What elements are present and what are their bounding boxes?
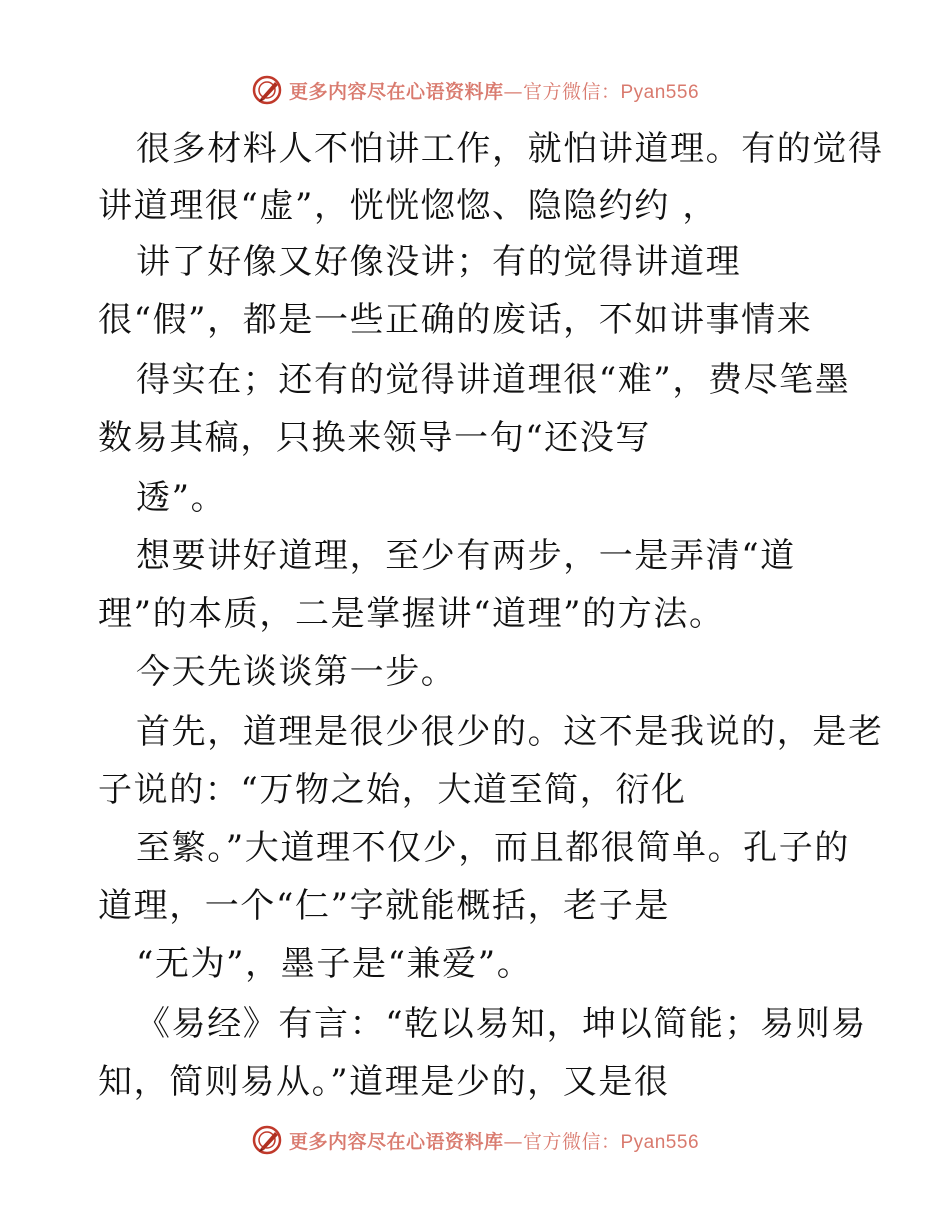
watermark-text: 更多内容尽在心语资料库—官方微信：Pyan556 <box>288 1130 700 1153</box>
header-watermark <box>0 70 950 110</box>
pen-logo-icon <box>251 1124 283 1156</box>
text-line: 子说的：“万物之始，大道至简，衍化 <box>98 770 687 810</box>
text-line: 数易其稿，只换来领导一句“还没写 <box>98 418 651 458</box>
text-line: 得实在；还有的觉得讲道理很“难”，费尽笔墨 <box>136 360 851 400</box>
text-line: “无为”，墨子是“兼爱”。 <box>136 944 533 984</box>
watermark-text: 更多内容尽在心语资料库—官方微信：Pyan556 <box>288 80 700 103</box>
text-line: 很多材料人不怕讲工作，就怕讲道理。有的觉得 <box>136 129 884 169</box>
text-line: 至繁。”大道理不仅少，而且都很简单。孔子的 <box>136 828 850 868</box>
text-line: 讲了好像又好像没讲；有的觉得讲道理 <box>136 242 742 282</box>
text-line: 今天先谈谈第一步。 <box>136 652 457 692</box>
text-line: 讲道理很“虚”，恍恍惚惚、隐隐约约 ， <box>98 186 718 226</box>
text-line: 想要讲好道理，至少有两步，一是弄清“道 <box>136 536 796 576</box>
text-line: 知，简则易从。”道理是少的，又是很 <box>98 1062 670 1102</box>
text-line: 首先，道理是很少很少的。这不是我说的，是老 <box>136 712 884 752</box>
pen-logo-icon <box>251 74 283 106</box>
text-line: 理”的本质，二是掌握讲“道理”的方法。 <box>98 594 725 634</box>
text-line: 透”。 <box>136 478 227 518</box>
text-line: 《易经》有言：“乾以易知，坤以简能；易则易 <box>136 1004 867 1044</box>
footer-watermark <box>0 1120 950 1160</box>
text-line: 很“假”，都是一些正确的废话，不如讲事情来 <box>98 300 813 340</box>
text-line: 道理，一个“仁”字就能概括，老子是 <box>98 886 670 926</box>
